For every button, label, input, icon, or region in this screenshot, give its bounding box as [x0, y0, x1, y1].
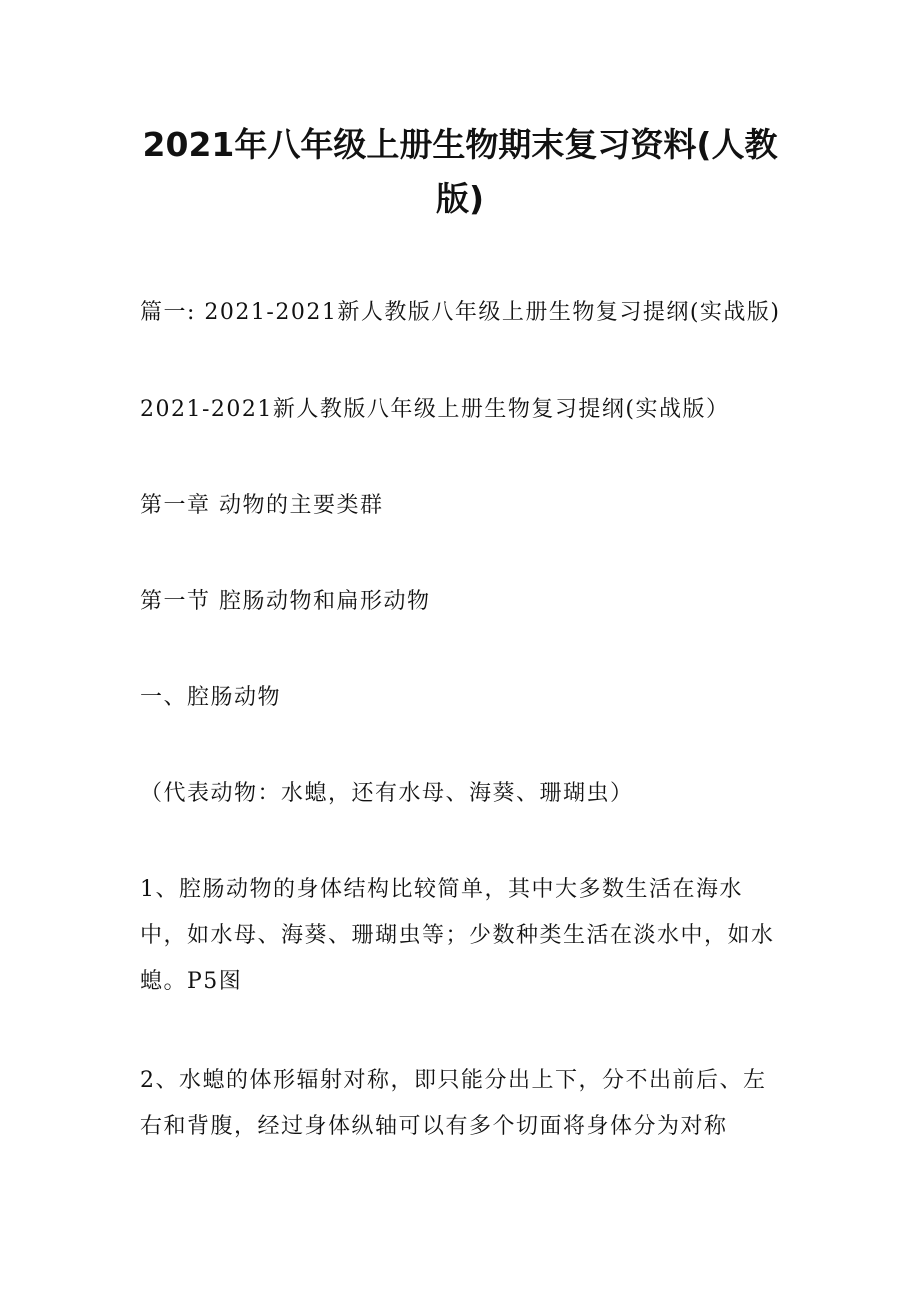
paragraph-section-heading: 第一节 腔肠动物和扁形动物 — [140, 589, 431, 614]
paragraph-part-one-heading: 篇一: 2021-2021新人教版八年级上册生物复习提纲(实战版) — [140, 300, 781, 325]
paragraph-chapter-heading: 第一章 动物的主要类群 — [140, 493, 384, 518]
paragraph-outline-title: 2021-2021新人教版八年级上册生物复习提纲(实战版） — [140, 397, 730, 422]
paragraph-point-2: 2、水螅的体形辐射对称，即只能分出上下，分不出前后、左右和背腹，经过身体纵轴可以有多个切面将身体分为对称 — [140, 1068, 767, 1139]
paragraph-representative-animals: （代表动物：水螅，还有水母、海葵、珊瑚虫） — [140, 781, 634, 806]
document-title: 2021年八年级上册生物期末复习资料(人教版) — [142, 125, 778, 218]
paragraph-subsection-heading: 一、腔肠动物 — [140, 685, 282, 710]
paragraph-point-1: 1、腔肠动物的身体结构比较简单，其中大多数生活在海水中，如水母、海葵、珊瑚虫等；少数种类生活在淡水中，如水螅。P5图 — [140, 877, 775, 994]
